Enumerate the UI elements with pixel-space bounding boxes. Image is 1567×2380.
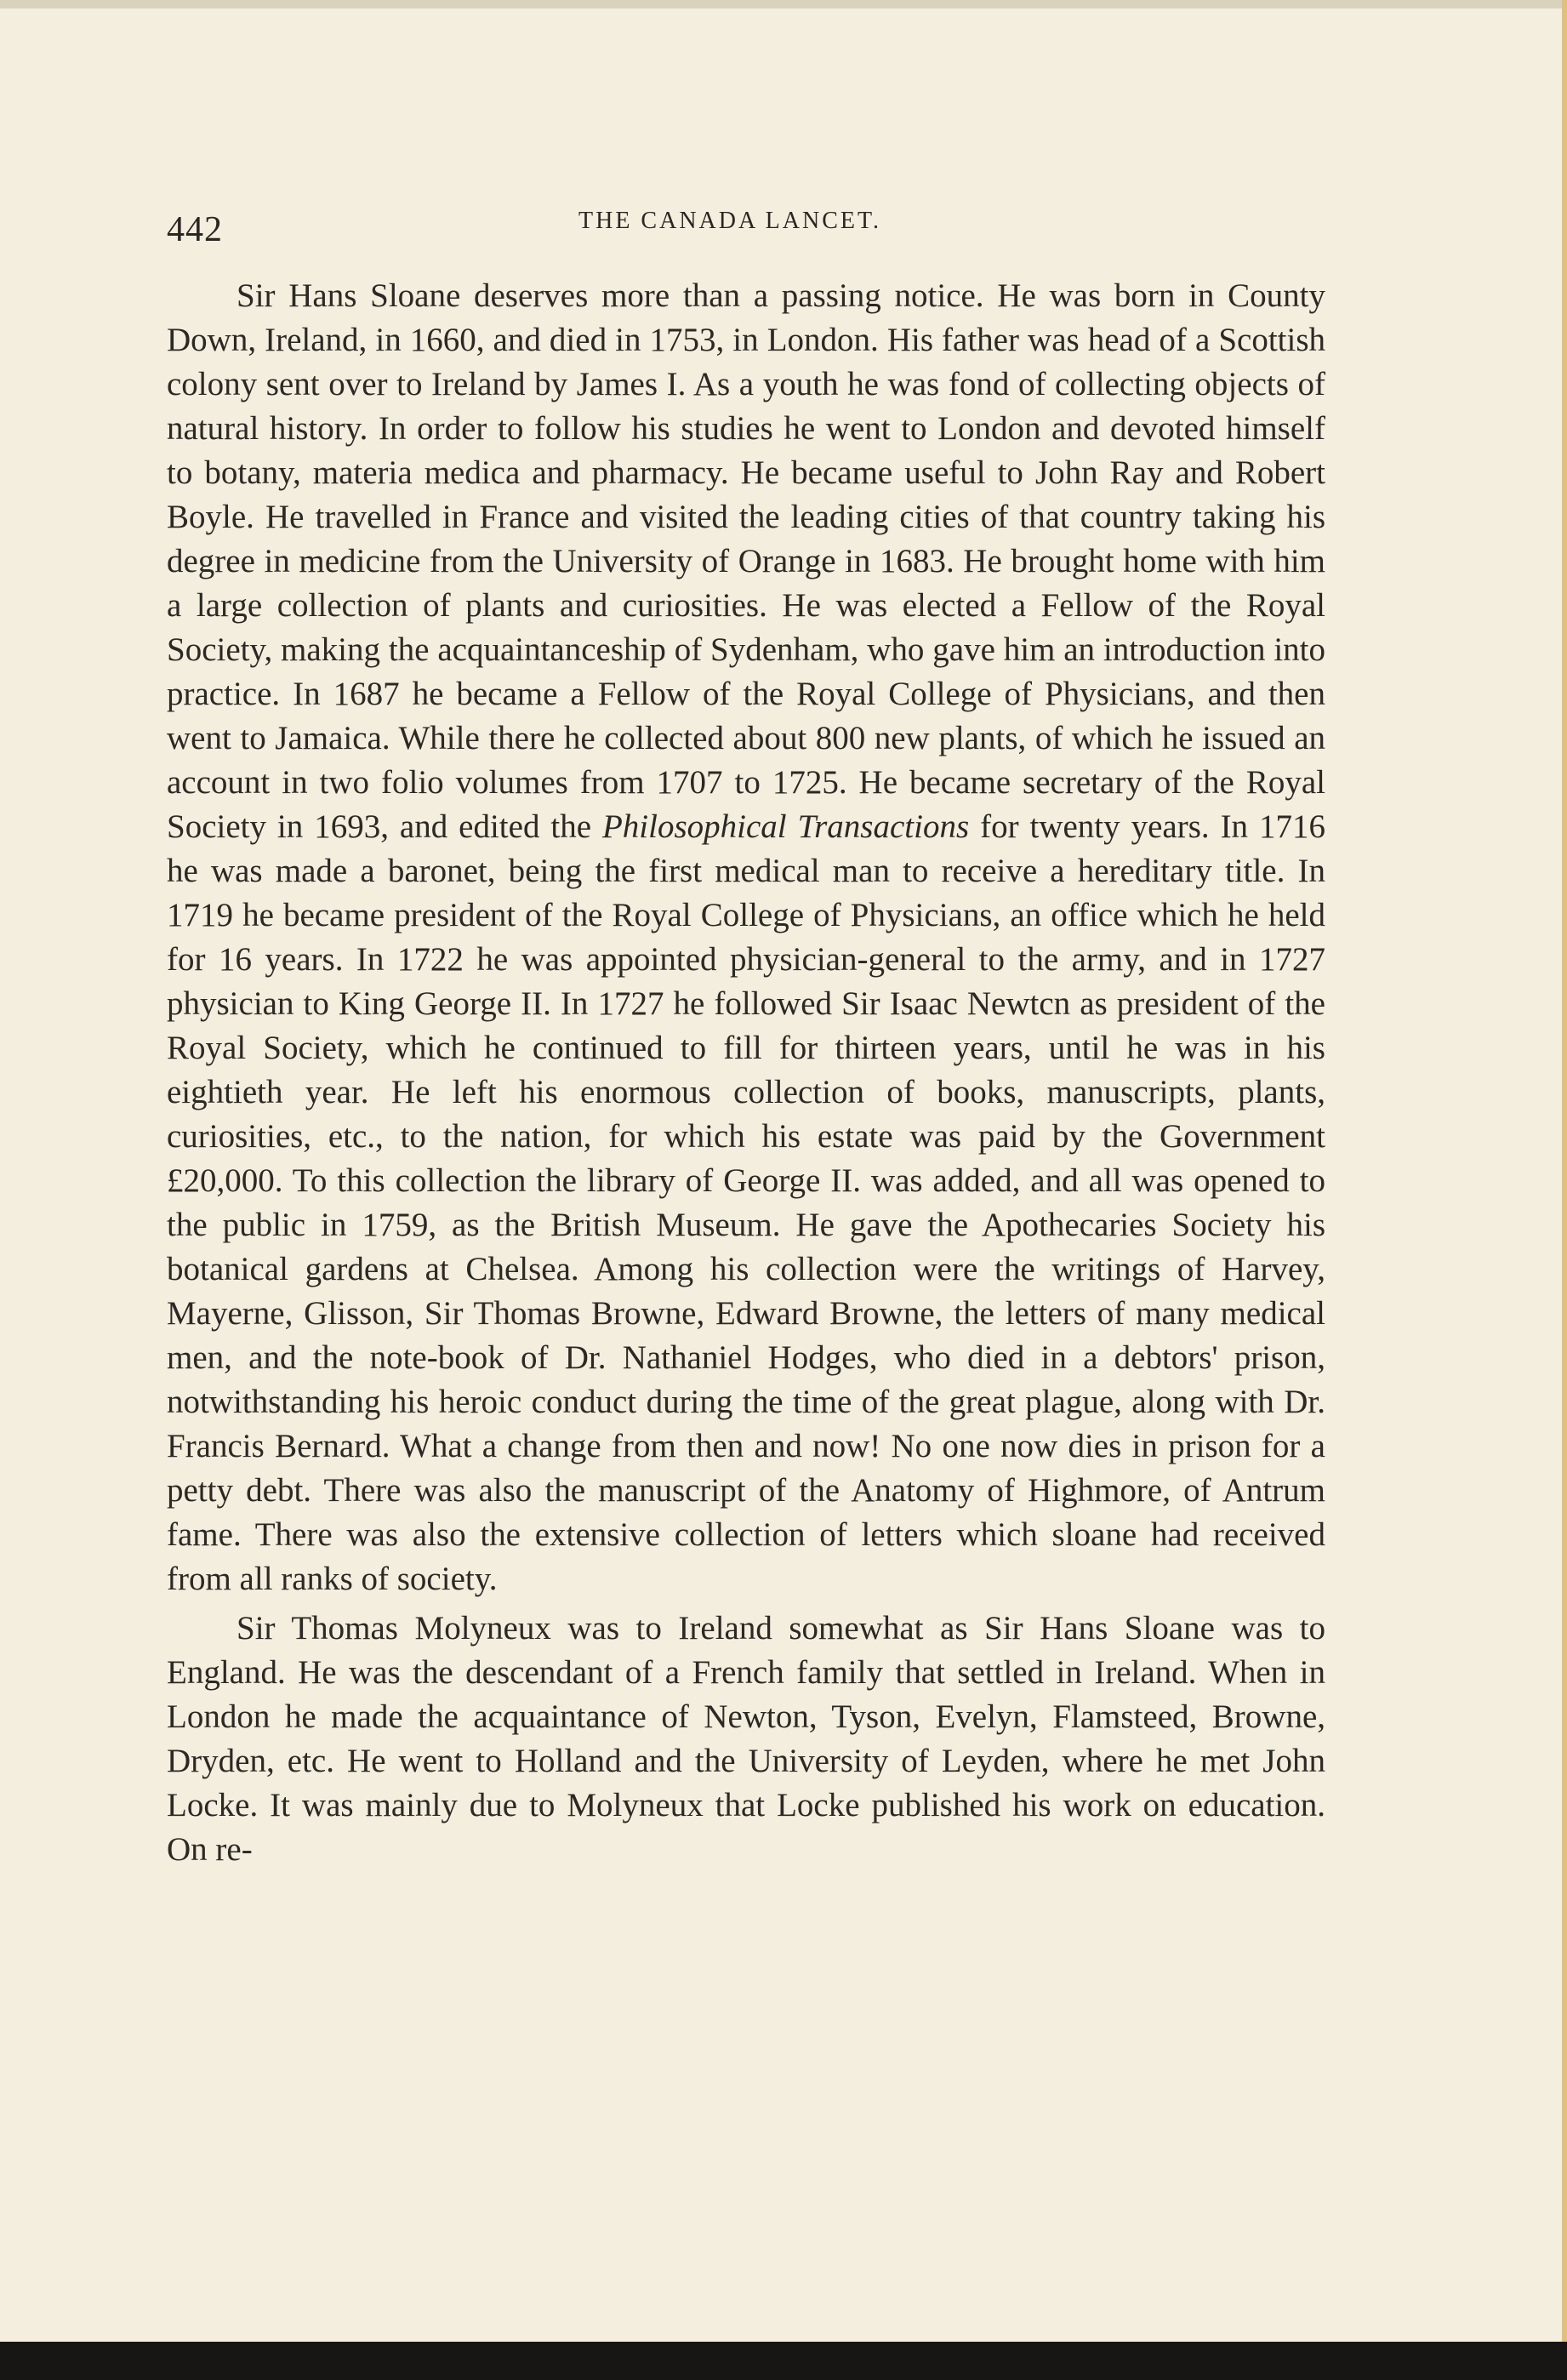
page-number: 442: [167, 210, 223, 249]
paragraph-sloane: [167, 274, 1325, 1601]
paragraph-sloane-part-2: for twenty years. In 1716 he was made a baronet, being the first medical man to receive a hereditary title. In 1719 he became president of the Royal College of Physicians, an office which he held for 16 years. In 1722 he was appointed physician-general to the army, and in 1727 physician to King George II. In 1727 he followed Sir Isaac Newtcn as president of the Royal Society, which he continued to fill for thirteen years, until he was in his eightieth year. He left his enormous collection of books, manuscripts, plants, curiosities, etc., to the nation, for which his estate was paid by the Government £20,000. To this collection the library of George II. was added, and all was opened to the public in 1759, as the British Museum. He gave the Apothecaries Society his botanical gardens at Chelsea. Among his collection were the writings of Harvey, Mayerne, Glisson, Sir Thomas Browne, Edward Browne, the letters of many medical men, and the note-book of Dr. Nathaniel Hodges, who died in a debtors' prison, notwithstanding his heroic conduct during the time of the great plague, along with Dr. Francis Bernard. What a change from then and now! No one now dies in prison for a petty debt. There was also the manuscript of the Anatomy of Highmore, of Antrum fame. There was also the extensive collection of letters which sloane had received from all ranks of society.: [167, 808, 1325, 1597]
paragraph-sloane-part-1: Sir Hans Sloane deserves more than a passing notice. He was born in County Down, Ireland, in 1660, and died in 1753, in London. His father was head of a Scottish colony sent over to Ireland by James I. As a youth he was fond of collecting objects of natural history. In order to follow his studies he went to London and devoted himself to botany, materia medica and pharmacy. He became useful to John Ray and Robert Boyle. He travelled in France and visited the leading cities of that country taking his degree in medicine from the University of Orange in 1683. He brought home with him a large collection of plants and curiosities. He was elected a Fellow of the Royal Society, making the acquaintanceship of Sydenham, who gave him an introduction into practice. In 1687 he became a Fellow of the Royal College of Physicians, and then went to Jamaica. While there he collected about 800 new plants, of which he issued an account in two folio volumes from 1707 to 1725. He became secretary of the Royal Society in 1693, and edited the: [167, 277, 1325, 845]
italic-title-philosophical-transactions: Philosophical Transactions: [601, 808, 970, 845]
paragraph-molyneux: Sir Thomas Molyneux was to Ireland somewhat as Sir Hans Sloane was to England. He was the descendant of a French family that settled in Ireland. When in London he made the acquaintance of Newton, Tyson, Evelyn, Flamsteed, Browne, Dryden, etc. He went to Holland and the University of Leyden, where he met John Locke. It was mainly due to Molyneux that Locke published his work on education. On re-: [167, 1610, 1325, 1868]
scan-top-edge: [0, 0, 1567, 9]
running-head: THE CANADA LANCET.: [578, 208, 882, 234]
body-text: [167, 274, 1325, 1872]
page-right-edge: [1562, 0, 1567, 2342]
scan-bottom-border: [0, 2342, 1567, 2380]
